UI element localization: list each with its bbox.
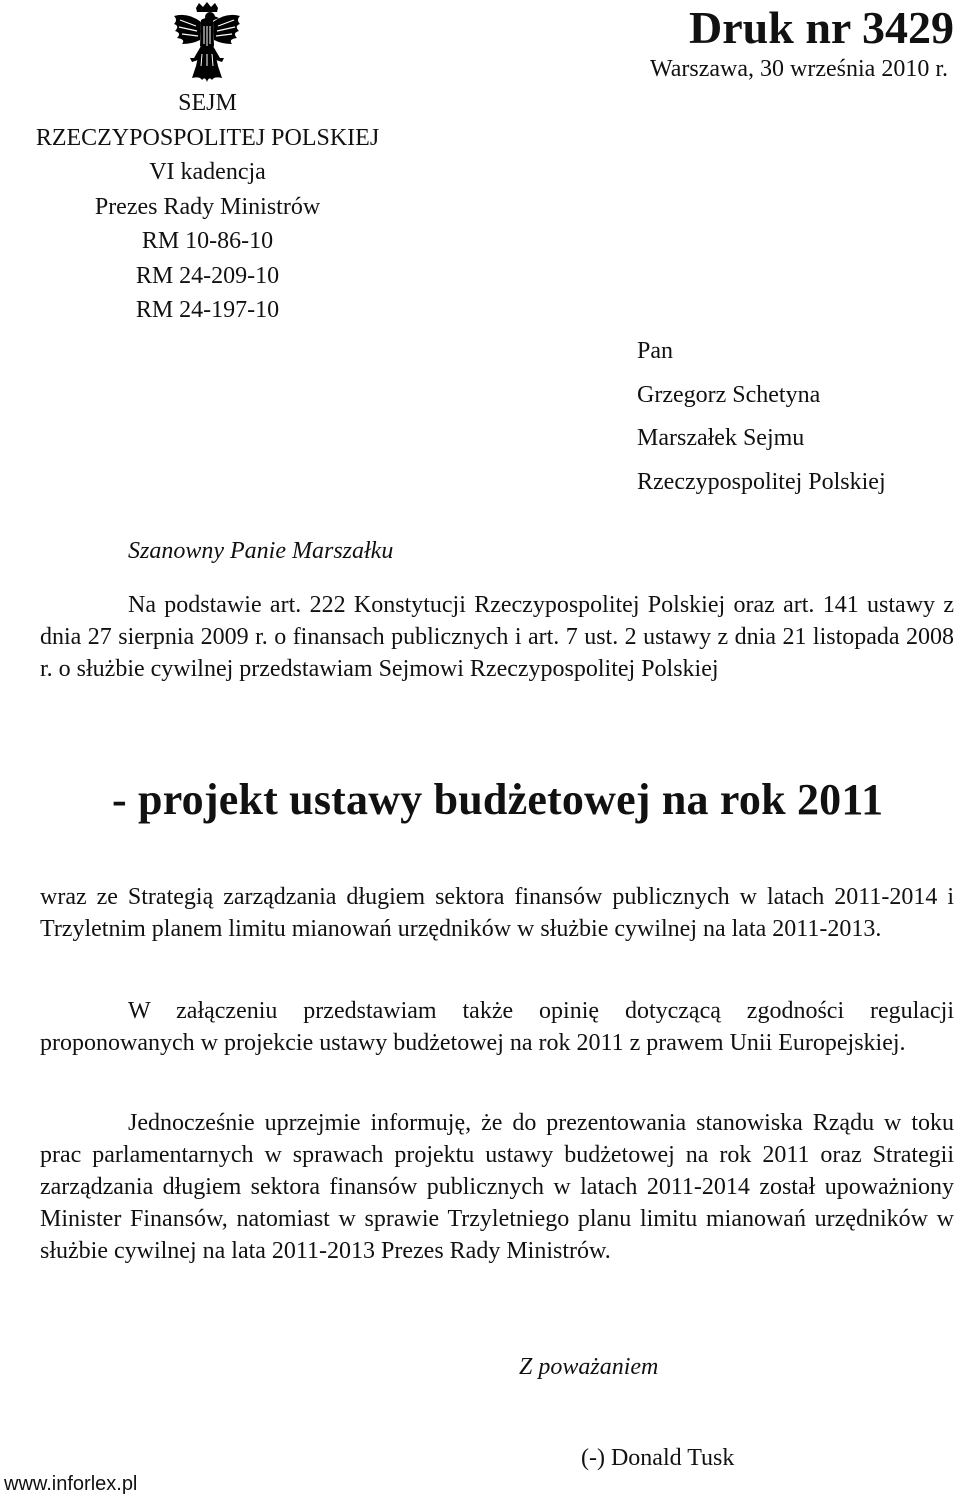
sender-line: RM 24-197-10 [135, 297, 280, 323]
addressee-line: Pan [637, 338, 673, 364]
sender-line: VI kadencja [149, 159, 266, 185]
document-title: - projekt ustawy budżetowej na rok 2011 [112, 775, 884, 824]
sender-line: RZECZYPOSPOLITEJ POLSKIEJ [35, 124, 380, 151]
body-paragraph-4 [40, 1107, 954, 1267]
sender-line: SEJM [178, 90, 237, 116]
source-link[interactable]: www.inforlex.pl [4, 1473, 138, 1495]
addressee-line: Marszałek Sejmu [637, 425, 805, 452]
paragraph-text: Jednocześnie uprzejmie informuję, że do prezentowania stanowiska Rządu w toku prac parlamentarnych w sprawach projektu ustawy budżetowej na rok 2011 oraz Strategii zarządzania długiem sektora finansów publicznych w latach 2011-2014 został upoważniony Minister Finansów, natomiast w sprawie Trzyletniego planu limitu mianowań urzędników w służbie cywilnej na lata 2011-2013 Prezes Rady Ministrów. [40, 1110, 954, 1264]
addressee-block [637, 330, 886, 505]
paragraph-text: Na podstawie art. 222 Konstytucji Rzeczypospolitej Polskiej oraz art. 141 ustawy z dnia 27 sierpnia 2009 r. o finansach publicznych i art. 7 ust. 2 ustawy z dnia 21 listopada 2008 r. o służbie cywilnej przedstawiam Sejmowi Rzeczypospolitej Polskiej [40, 592, 954, 682]
sender-line: RM 10-86-10 [141, 228, 274, 254]
addressee-line: Rzeczypospolitej Polskiej [637, 469, 886, 496]
print-number: Druk nr 3429 [689, 2, 954, 53]
body-paragraph-3 [40, 995, 954, 1059]
sender-line: Prezes Rady Ministrów [94, 193, 321, 220]
polish-eagle-crest-icon [168, 2, 246, 84]
sender-block [0, 86, 415, 328]
paragraph-text: W załączeniu przedstawiam także opinię dotyczącą zgodności regulacji proponowanych w projekcie ustawy budżetowej na rok 2011 z prawem Unii Europejskiej. [40, 998, 954, 1056]
document-date: Warszawa, 30 września 2010 r. [650, 56, 948, 82]
closing: Z poważaniem [519, 1354, 659, 1380]
paragraph-text: wraz ze Strategią zarządzania długiem sektora finansów publicznych w latach 2011-2014 i Trzyletnim planem limitu mianowań urzędników w służbie cywilnej na lata 2011-2013. [40, 884, 954, 942]
salutation: Szanowny Panie Marszałku [128, 538, 394, 564]
addressee-line: Grzegorz Schetyna [637, 381, 821, 408]
body-paragraph-2 [40, 881, 954, 945]
signature: (-) Donald Tusk [581, 1445, 735, 1471]
sender-line: RM 24-209-10 [135, 262, 280, 289]
body-paragraph-1 [40, 589, 954, 685]
